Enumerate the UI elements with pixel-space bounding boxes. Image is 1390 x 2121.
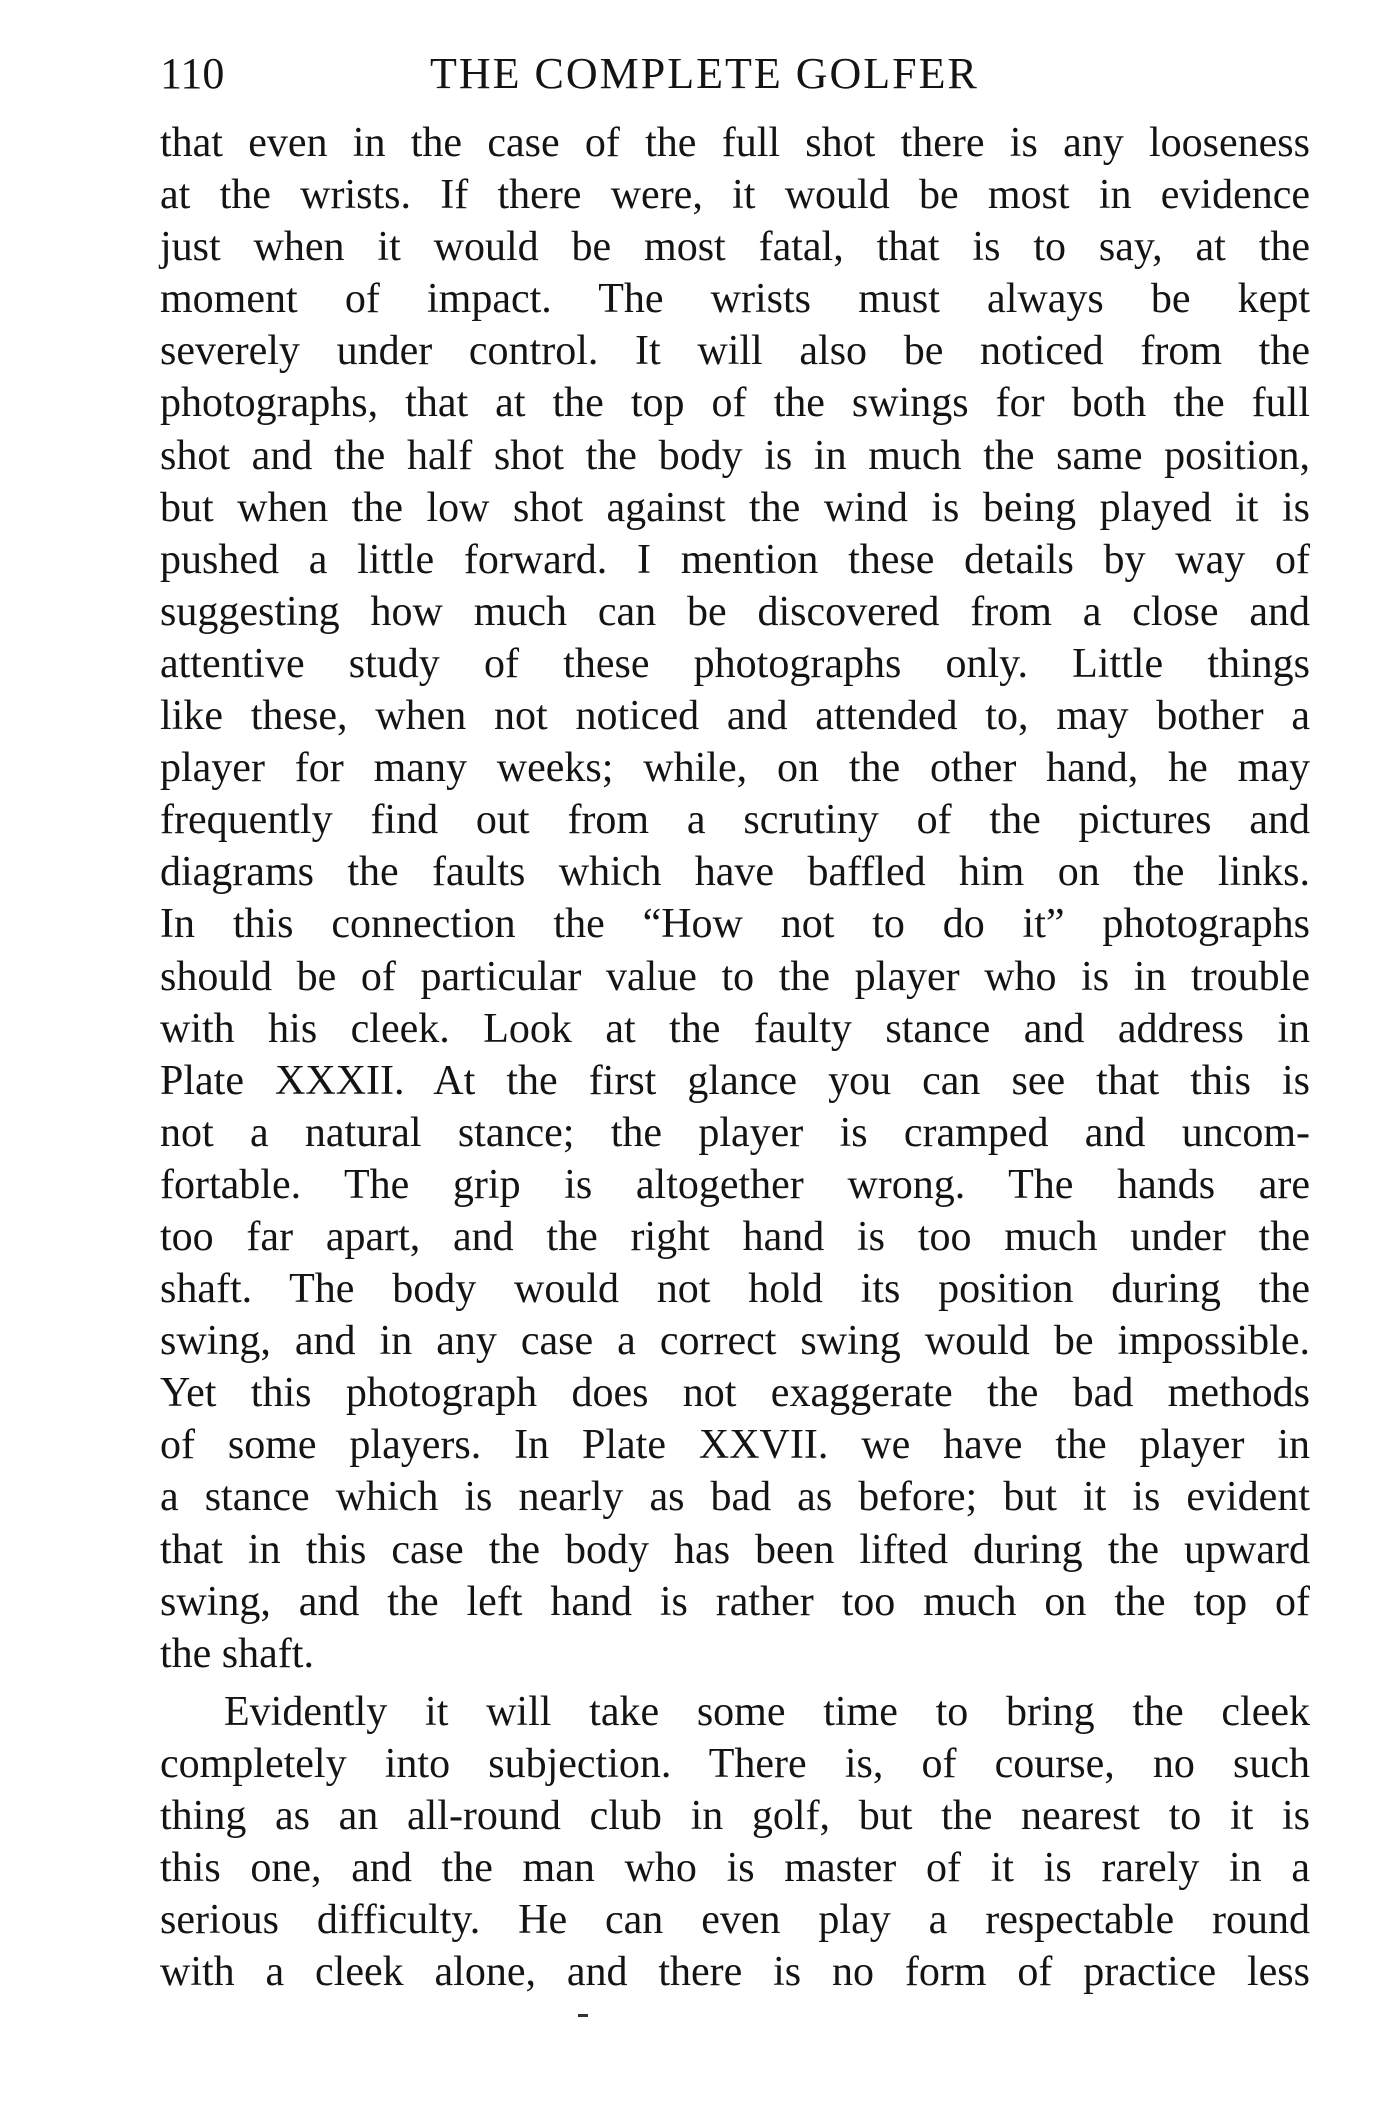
text-line: that even in the case of the full shot there is any looseness [160, 120, 1310, 166]
text-line: but when the low shot against the wind is being played it is [160, 484, 1310, 531]
body-text [160, 117, 1310, 1998]
text-line: Yet this photograph does not exaggerate the bad methods [160, 1370, 1310, 1417]
text-line: attentive study of these photographs only. Little things [160, 640, 1310, 687]
text-line: diagrams the faults which have baffled him on the links. [160, 849, 1310, 896]
running-head [160, 44, 1320, 104]
text-line: Evidently it will take some time to bring the cleek [224, 1688, 1310, 1735]
text-line: moment of impact. The wrists must always be kept [160, 276, 1310, 323]
text-line: player for many weeks; while, on the other hand, he may [160, 745, 1310, 792]
text-line: thing as an all-round club in golf, but the nearest to it is [160, 1793, 1310, 1839]
text-line: this one, and the man who is master of it is rarely in a [160, 1845, 1310, 1892]
text-line: at the wrists. If there were, it would be most in evidence [160, 172, 1310, 219]
text-line: swing, and in any case a correct swing would be impossible. [160, 1318, 1310, 1365]
text-line: should be of particular value to the player who is in trouble [160, 953, 1310, 1000]
text-line: the shaft. [160, 1630, 314, 1677]
printer-mark [578, 2014, 588, 2022]
paragraph-2 [160, 1686, 1310, 1999]
text-line: that in this case the body has been lifted during the upward [160, 1526, 1310, 1573]
book-title: THE COMPLETE GOLFER [430, 49, 979, 98]
text-line: fortable. The grip is altogether wrong. The hands are [160, 1161, 1310, 1208]
text-line: too far apart, and the right hand is too much under the [160, 1213, 1310, 1260]
text-line: pushed a little forward. I mention these details by way of [160, 536, 1310, 583]
text-line: with his cleek. Look at the faulty stance and address in [160, 1005, 1310, 1052]
text-line: In this connection the “How not to do it” photographs [160, 901, 1310, 948]
text-line: shot and the half shot the body is in much the same position, [160, 432, 1310, 479]
text-line: of some players. In Plate XXVII. we have the player in [160, 1422, 1310, 1469]
text-line: like these, when not noticed and attended to, may bother a [160, 693, 1310, 740]
text-line: completely into subjection. There is, of course, no such [160, 1740, 1310, 1787]
paragraph-1 [160, 117, 1310, 1680]
text-line: not a natural stance; the player is cramped and uncom- [160, 1109, 1310, 1156]
text-line: with a cleek alone, and there is no form of practice less [160, 1949, 1310, 1996]
text-line: Plate XXXII. At the first glance you can see that this is [160, 1057, 1310, 1104]
text-line: just when it would be most fatal, that is to say, at the [160, 224, 1310, 271]
text-line: swing, and the left hand is rather too much on the top of [160, 1578, 1310, 1625]
text-line: photographs, that at the top of the swings for both the full [160, 380, 1310, 427]
text-line: suggesting how much can be discovered from a close and [160, 588, 1310, 635]
text-line: severely under control. It will also be noticed from the [160, 328, 1310, 375]
text-line: a stance which is nearly as bad as before; but it is evident [160, 1474, 1310, 1521]
text-line: serious difficulty. He can even play a respectable round [160, 1897, 1310, 1944]
text-line: shaft. The body would not hold its position during the [160, 1266, 1310, 1313]
text-line: frequently find out from a scrutiny of the pictures and [160, 797, 1310, 844]
page-number: 110 [160, 49, 225, 98]
